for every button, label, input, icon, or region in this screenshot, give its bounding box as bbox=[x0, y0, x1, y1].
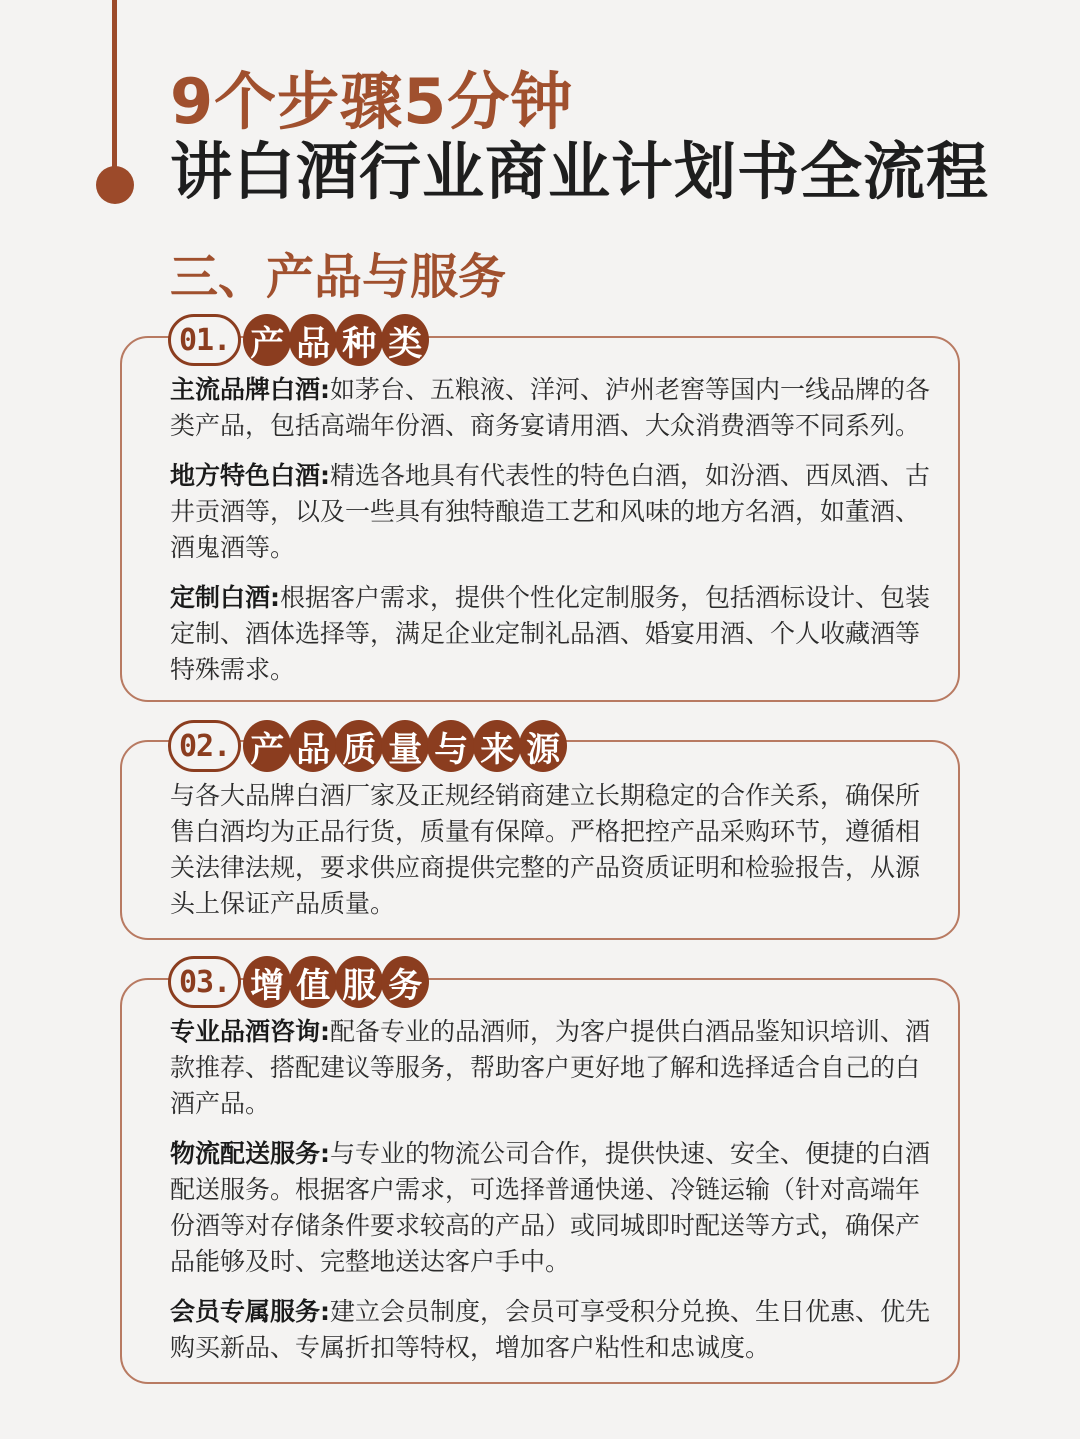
number-badge: 03. bbox=[168, 956, 241, 1008]
number-badge: 01. bbox=[168, 314, 241, 366]
item-term: 会员专属服务: bbox=[170, 1297, 330, 1326]
item-term: 主流品牌白酒: bbox=[170, 375, 330, 404]
item-term: 地方特色白酒: bbox=[170, 461, 330, 490]
item-text: 建立会员制度，会员可享受积分兑换、生日优惠、优先购买新品、专属折扣等特权，增加客户粘性和忠诚度。 bbox=[170, 1297, 931, 1362]
label-char: 值 bbox=[289, 956, 337, 1008]
item-text: 配备专业的品酒师，为客户提供白酒品鉴知识培训、酒款推荐、搭配建议等服务，帮助客户更好地了解和选择适合自己的白酒产品。 bbox=[170, 1017, 931, 1118]
item-term: 专业品酒咨询: bbox=[170, 1017, 330, 1046]
paragraph-quality-assurance bbox=[170, 778, 930, 922]
paragraph-tasting-consult bbox=[170, 1014, 930, 1122]
label-char: 服 bbox=[335, 956, 383, 1008]
label-char: 类 bbox=[381, 314, 429, 366]
page-title-line1: 9个步骤5分钟 bbox=[170, 65, 574, 138]
card-label-quality-source bbox=[168, 720, 567, 772]
item-text: 与各大品牌白酒厂家及正规经销商建立长期稳定的合作关系，确保所售白酒均为正品行货，质量有保障。严格把控产品采购环节，遵循相关法律法规，要求供应商提供完整的产品资质证明和检验报告，从源头上保证产品质量。 bbox=[170, 781, 921, 918]
item-text: 与专业的物流公司合作，提供快速、安全、便捷的白酒配送服务。根据客户需求，可选择普通快递、冷链运输（针对高端年份酒等对存储条件要求较高的产品）或同城即时配送等方式，确保产品能够及时、完整地送达客户手中。 bbox=[170, 1139, 931, 1276]
label-char: 与 bbox=[427, 720, 475, 772]
item-text: 根据客户需求，提供个性化定制服务，包括酒标设计、包装定制、酒体选择等，满足企业定制礼品酒、婚宴用酒、个人收藏酒等特殊需求。 bbox=[170, 583, 931, 684]
label-char: 种 bbox=[335, 314, 383, 366]
paragraph-logistics bbox=[170, 1136, 930, 1280]
item-text: 精选各地具有代表性的特色白酒，如汾酒、西凤酒、古井贡酒等，以及一些具有独特酿造工艺和风味的地方名酒，如董酒、酒鬼酒等。 bbox=[170, 461, 931, 562]
paragraph-regional-baijiu bbox=[170, 458, 930, 566]
label-char: 质 bbox=[335, 720, 383, 772]
card-label-product-types bbox=[168, 314, 429, 366]
page-title-line2: 讲白酒行业商业计划书全流程 bbox=[170, 135, 990, 208]
paragraph-mainstream-brands bbox=[170, 372, 930, 444]
section-heading: 三、产品与服务 bbox=[170, 249, 507, 305]
timeline-line bbox=[112, 0, 117, 180]
label-char: 量 bbox=[381, 720, 429, 772]
label-char: 务 bbox=[381, 956, 429, 1008]
paragraph-membership bbox=[170, 1294, 930, 1366]
label-char: 增 bbox=[243, 956, 291, 1008]
card-label-value-added-services bbox=[168, 956, 429, 1008]
item-term: 物流配送服务: bbox=[170, 1139, 330, 1168]
label-char: 产 bbox=[243, 720, 291, 772]
label-char: 品 bbox=[289, 720, 337, 772]
label-char: 品 bbox=[289, 314, 337, 366]
item-term: 定制白酒: bbox=[170, 583, 280, 612]
label-char: 产 bbox=[243, 314, 291, 366]
item-text: 如茅台、五粮液、洋河、泸州老窖等国内一线品牌的各类产品，包括高端年份酒、商务宴请用酒、大众消费酒等不同系列。 bbox=[170, 375, 931, 440]
number-badge: 02. bbox=[168, 720, 241, 772]
label-char: 源 bbox=[519, 720, 567, 772]
timeline-dot bbox=[96, 166, 134, 204]
paragraph-custom-baijiu bbox=[170, 580, 930, 688]
label-char: 来 bbox=[473, 720, 521, 772]
